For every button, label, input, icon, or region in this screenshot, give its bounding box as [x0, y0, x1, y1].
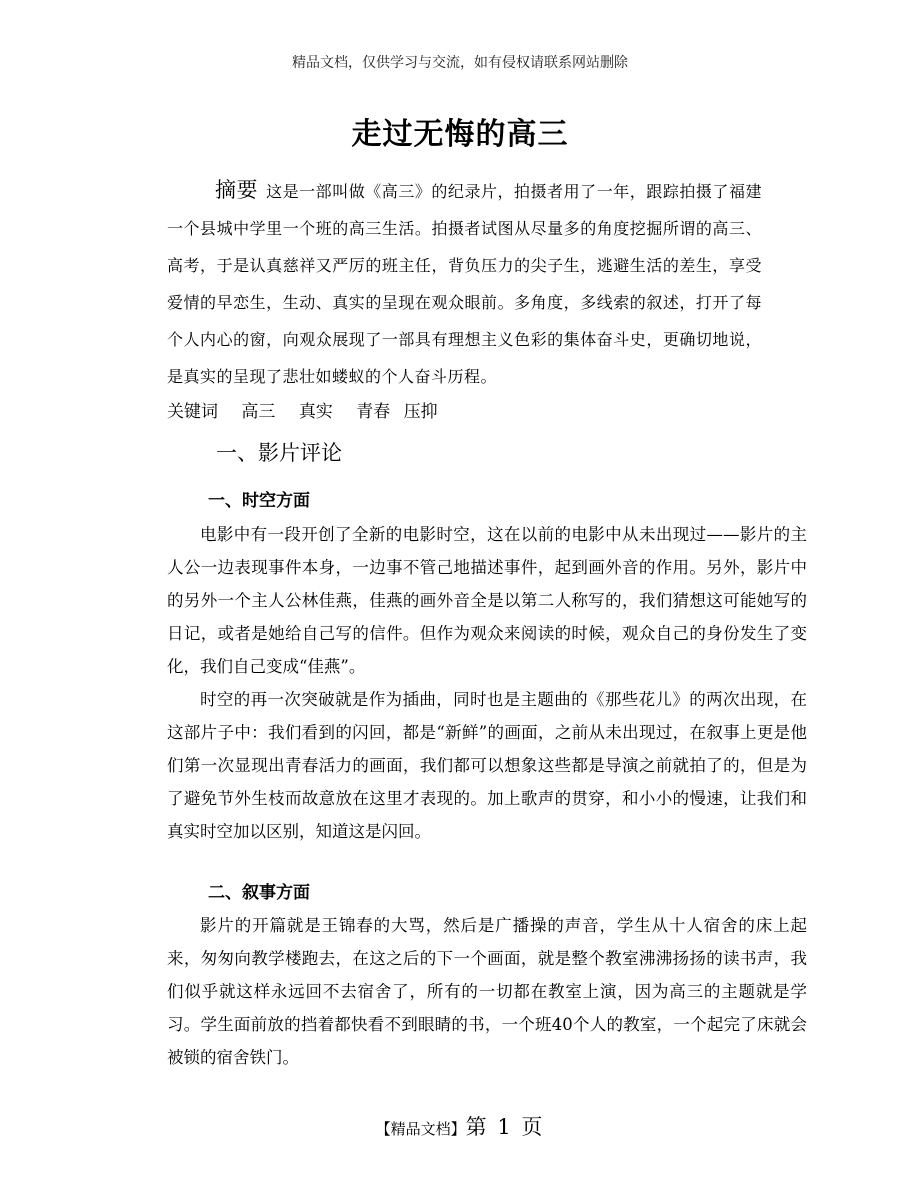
document-title: 走过无悔的高三	[351, 117, 569, 152]
paragraph: 影片的开篇就是王锦春的大骂，然后是广播操的声音，学生从十人宿舍的床上起来，匆匆向教学楼跑去，在这之后的下一个画面，就是整个教室沸沸扬扬的读书声，我们似乎就这样永远回不去宿舍了，所有的一切都在教室上演，因为高三的主题就是学习。学生面前放的挡着都快看不到眼睛的书，一个班40个人的教室，一个起完了床就会被锁的宿舍铁门。	[167, 916, 807, 1067]
keyword: 高三	[241, 402, 276, 422]
section-heading: 一、影片评论	[216, 441, 342, 465]
keywords-label: 关键词	[167, 402, 218, 422]
abstract-text: 这是一部叫做《高三》的纪录片，拍摄者用了一年，跟踪拍摄了福建一个县城中学里一个班的高三生活。拍摄者试图从尽量多的角度挖掘所谓的高三、高考，于是认真慈祥又严厉的班主任，背负压力的尖子生，逃避生活的差生，享受爱情的早恋生，生动、真实的呈现在观众眼前。多角度，多线索的叙述，打开了每个人内心的窗，向观众展现了一部具有理想主义色彩的集体奋斗史，更确切地说，是真实的呈现了悲壮如蝼蚁的个人奋斗历程。	[167, 182, 762, 386]
abstract-block	[167, 172, 762, 395]
keyword: 压抑	[403, 402, 438, 422]
header-disclaimer: 精品文档，仅供学习与交流，如有侵权请联系网站删除	[292, 55, 628, 71]
narrative-body	[167, 909, 807, 1074]
keyword: 青春	[356, 402, 391, 422]
abstract-label: 摘要	[215, 178, 259, 202]
paragraph: 电影中有一段开创了全新的电影时空，这在以前的电影中从未出现过——影片的主人公一边表现事件本身，一边事不管己地描述事件，起到画外音的作用。另外，影片中的另外一个主人公林佳燕，佳燕的画外音全是以第二人称写的，我们猜想这可能她写的日记，或者是她给自己写的信件。但作为观众来阅读的时候，观众自己的身份发生了变化，我们自己变成“佳燕”。	[167, 525, 807, 676]
subsection-heading-narrative: 二、叙事方面	[208, 883, 310, 903]
subsection-heading-time-space: 一、时空方面	[208, 491, 310, 511]
keyword: 真实	[298, 402, 333, 422]
page-footer	[0, 1111, 920, 1141]
time-space-body	[167, 518, 807, 848]
footer-brand: 【精品文档】	[375, 1120, 466, 1138]
keywords-line	[167, 397, 438, 422]
paragraph: 时空的再一次突破就是作为插曲，同时也是主题曲的《那些花儿》的两次出现，在这部片子中：我们看到的闪回，都是“新鲜”的画面，之前从未出现过，在叙事上更是他们第一次显现出青春活力的画面，我们都可以想象这些都是导演之前就拍了的，但是为了避免节外生枝而故意放在这里才表现的。加上歌声的贯穿，和小小的慢速，让我们和真实时空加以区别，知道这是闪回。	[167, 690, 807, 841]
page-number: 第 1 页	[465, 1115, 545, 1139]
